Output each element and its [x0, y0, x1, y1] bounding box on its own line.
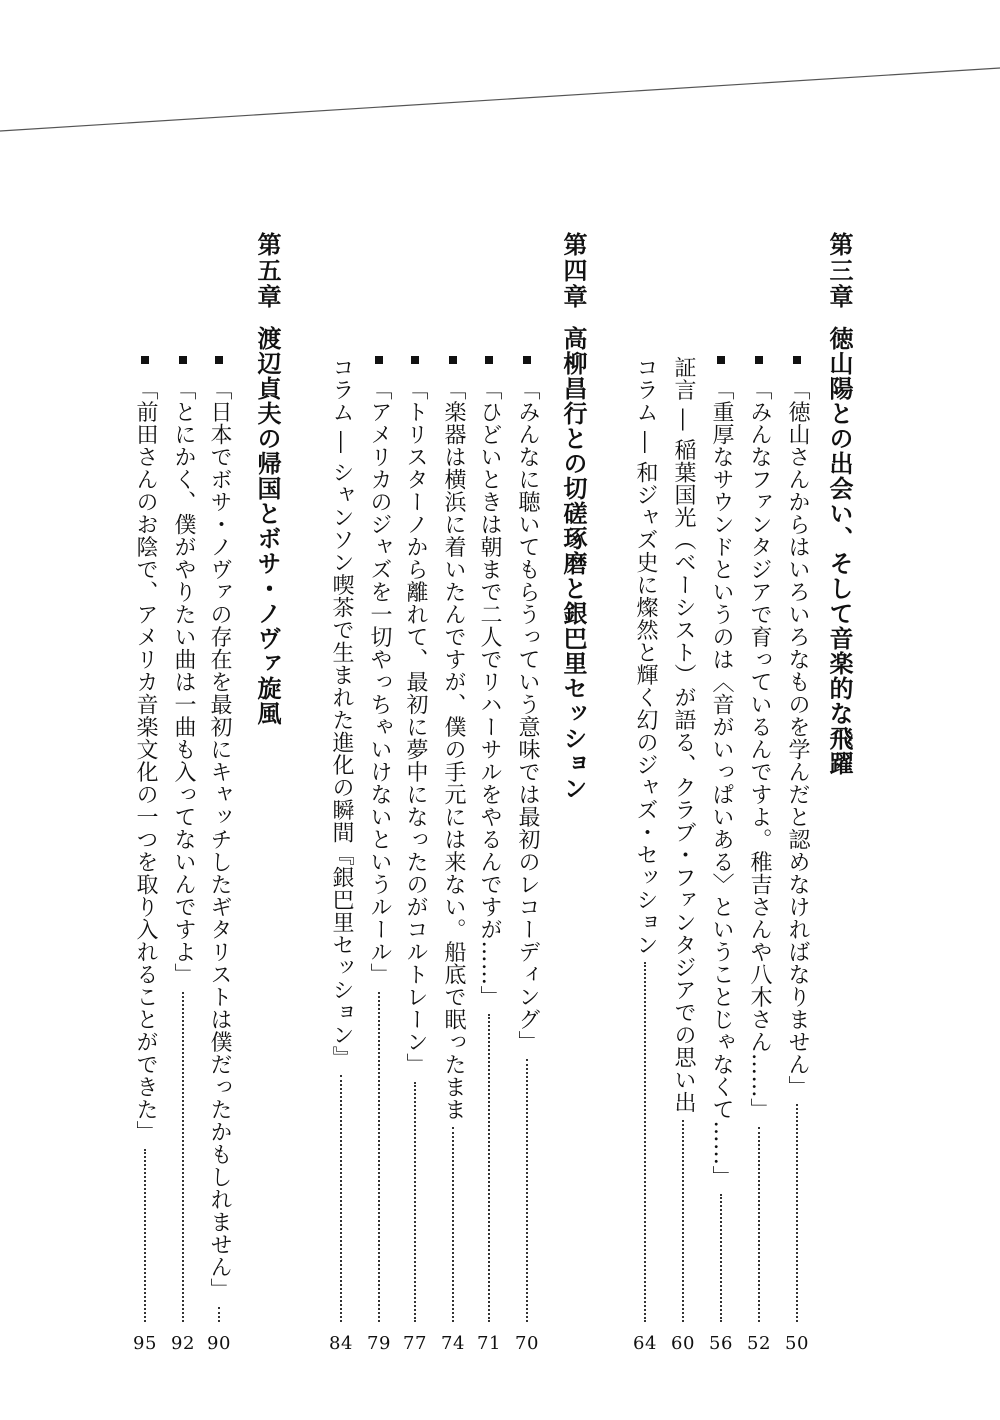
bullet-icon — [485, 356, 493, 364]
bullet-icon — [179, 356, 187, 364]
entry-text: 「トリスターノから離れて、最初に夢中になったのがコルトレーン」 — [403, 378, 428, 1076]
entry-text: 「楽器は横浜に着いたんですが、僕の手元には来ない。船底で眠ったまま — [441, 378, 466, 1121]
toc-entry[interactable] — [782, 356, 812, 1356]
bullet-icon — [717, 356, 725, 364]
toc-entry[interactable] — [438, 356, 468, 1356]
dot-leader — [414, 1082, 416, 1323]
header-rule — [0, 0, 1000, 160]
entry-text: 「ひどいときは朝まで二人でリハーサルをやるんですが……」 — [477, 378, 502, 1008]
toc-entry[interactable] — [706, 356, 736, 1356]
entry-text: 証言 ― 稲葉国光（ベーシスト）が語る、クラブ・ファンタジアでの思い出 — [671, 356, 696, 1114]
toc-entry[interactable] — [512, 356, 542, 1356]
page-number: 90 — [207, 1333, 231, 1354]
toc-entry[interactable] — [168, 356, 198, 1356]
bullet-icon — [793, 356, 801, 364]
dot-leader — [182, 992, 184, 1323]
chapter-5-number: 第五章 — [253, 232, 281, 310]
page-number: 84 — [329, 1333, 353, 1354]
chapter-4-title: 高柳昌行との切磋琢磨と銀巴里セッション — [559, 326, 587, 801]
toc-entry[interactable] — [744, 356, 774, 1356]
dot-leader — [144, 1149, 146, 1322]
bullet-icon — [141, 356, 149, 364]
chapter-5-title: 渡辺貞夫の帰国とボサ・ノヴァ旋風 — [253, 326, 281, 726]
page-number: 64 — [633, 1333, 657, 1354]
page-number: 71 — [477, 1333, 501, 1354]
chapter-3-number: 第三章 — [825, 232, 853, 310]
entry-text: 「みんなに聴いてもらうっていう意味では最初のレコーディング」 — [515, 378, 540, 1053]
toc-entry[interactable] — [326, 356, 356, 1356]
dot-leader — [526, 1059, 528, 1322]
bullet-icon — [375, 356, 383, 364]
bullet-icon — [411, 356, 419, 364]
dot-leader — [720, 1194, 722, 1322]
entry-text: 「日本でボサ・ノヴァの存在を最初にキャッチしたギタリストは僕だったかもしれません」 — [207, 378, 232, 1301]
page-number: 60 — [671, 1333, 695, 1354]
bullet-icon — [523, 356, 531, 364]
dot-leader — [488, 1014, 490, 1322]
page-number: 95 — [133, 1333, 157, 1354]
page-number: 74 — [441, 1333, 465, 1354]
toc-entry[interactable] — [364, 356, 394, 1356]
page-number: 77 — [403, 1333, 427, 1354]
entry-text: 「重厚なサウンドというのは〈音がいっぱいある〉ということじゃなくて……」 — [709, 378, 734, 1188]
dot-leader — [340, 1075, 342, 1323]
dot-leader — [378, 992, 380, 1323]
page-number: 50 — [785, 1333, 809, 1354]
toc-entry[interactable] — [474, 356, 504, 1356]
entry-text: 「とにかく、僕がやりたい曲は一曲も入ってないんですよ」 — [171, 378, 196, 986]
entry-text: 「みんなファンタジアで育っているんですよ。稚吉さんや八木さん……」 — [747, 378, 772, 1121]
dot-leader — [682, 1120, 684, 1323]
bullet-icon — [755, 356, 763, 364]
toc-entry[interactable] — [400, 356, 430, 1356]
page-number: 79 — [367, 1333, 391, 1354]
dot-leader — [796, 1104, 798, 1322]
dot-leader — [644, 962, 646, 1322]
dot-leader — [218, 1307, 220, 1323]
entry-text: 「アメリカのジャズを一切やっちゃいけないというルール」 — [367, 378, 392, 986]
page-number: 70 — [515, 1333, 539, 1354]
entry-text: コラム ― 和ジャズ史に燦然と輝く幻のジャズ・セッション — [633, 356, 658, 956]
page-number: 56 — [709, 1333, 733, 1354]
chapter-4-number: 第四章 — [559, 232, 587, 310]
entry-text: コラム ― シャンソン喫茶で生まれた進化の瞬間『銀巴里セッション』 — [329, 356, 354, 1069]
toc-entry[interactable] — [668, 356, 698, 1356]
bullet-icon — [215, 356, 223, 364]
bullet-icon — [449, 356, 457, 364]
toc-entry[interactable] — [204, 356, 234, 1356]
entry-text: 「徳山さんからはいろいろなものを学んだと認めなければなりません」 — [785, 378, 810, 1098]
toc-entry[interactable] — [130, 356, 160, 1356]
toc-entry[interactable] — [630, 356, 660, 1356]
dot-leader — [452, 1127, 454, 1323]
page-number: 52 — [747, 1333, 771, 1354]
chapter-3-title: 徳山陽との出会い、そして音楽的な飛躍 — [825, 326, 853, 776]
page-number: 92 — [171, 1333, 195, 1354]
dot-leader — [758, 1127, 760, 1323]
entry-text: 「前田さんのお陰で、アメリカ音楽文化の一つを取り入れることができた」 — [133, 378, 158, 1143]
